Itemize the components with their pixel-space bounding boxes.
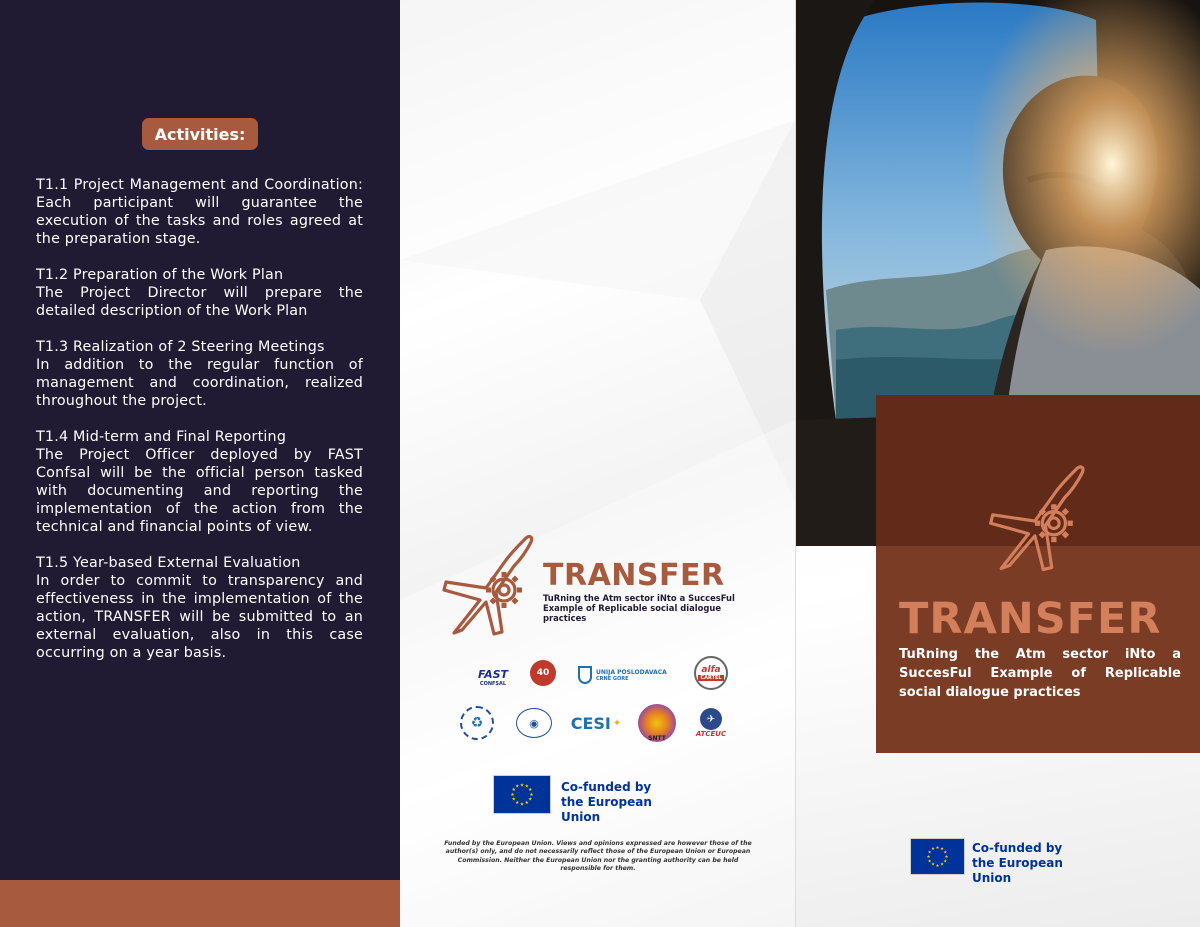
- front-cover-panel: [795, 0, 1200, 927]
- activity-title: T1.4 Mid-term and Final Reporting: [36, 429, 287, 445]
- eu-cofunded-label: Co-funded by the European Union: [972, 841, 1063, 885]
- svg-text:★: ★: [927, 859, 932, 865]
- partner-name: UNIJA POSLODAVACA: [596, 668, 667, 676]
- partner-logo-unija: [578, 664, 678, 686]
- svg-text:★: ★: [931, 847, 936, 853]
- brand-title: TRANSFER: [899, 594, 1162, 644]
- funding-disclaimer: Funded by the European Union. Views and opinions expressed are however those of the author(s) only, and do not necessarily reflect those of the European Union or European Commission. Neither the European Union nor the granting authority can be held responsible for them.: [444, 840, 752, 873]
- activities-list: [36, 176, 363, 680]
- svg-text:★: ★: [935, 845, 940, 851]
- partner-logo-40: [530, 660, 556, 686]
- activity-title: T1.2 Preparation of the Work Plan: [36, 267, 284, 283]
- activity-description: The Project Officer deployed by FAST Confsal will be the official person tasked with documenting and reporting the implementation of the action from the technical and financial points of view.: [36, 447, 363, 535]
- partner-name: alfa: [701, 665, 721, 675]
- svg-text:★: ★: [515, 801, 520, 807]
- svg-text:★: ★: [524, 801, 529, 807]
- svg-text:★: ★: [926, 854, 931, 860]
- svg-text:★: ★: [511, 797, 516, 803]
- activity-title: T1.3 Realization of 2 Steering Meetings: [36, 339, 325, 355]
- globe-icon: ◉: [529, 716, 539, 730]
- svg-text:★: ★: [511, 788, 516, 794]
- svg-text:★: ★: [931, 862, 936, 868]
- back-cover-panel: [400, 0, 795, 927]
- brand-tagline: TuRning the Atm sector iNto a SuccesFul Example of Replicable social dialogue practices: [899, 647, 1181, 700]
- svg-text:★: ★: [519, 802, 525, 808]
- partner-name: ATCEUC: [695, 730, 727, 738]
- partner-name: 40: [536, 668, 550, 678]
- activity-item: [36, 266, 363, 320]
- svg-text:★: ★: [528, 797, 533, 803]
- activity-item: [36, 428, 363, 536]
- brand-tagline: TuRning the Atm sector iNto a SuccesFul Example of Replicable social dialogue practices: [543, 593, 735, 623]
- partner-logo-alfa-cartel: [694, 656, 728, 690]
- airplane-gear-logo: [436, 530, 540, 642]
- stars-ring-icon: ✦: [612, 717, 622, 729]
- activities-heading-badge: Activities:: [142, 118, 258, 150]
- partner-name: CESI: [570, 713, 611, 733]
- svg-text:★: ★: [528, 788, 533, 794]
- activity-description: In addition to the regular function of management and coordination, realized throughout the project.: [36, 357, 363, 409]
- partner-logo-serbia-union: [460, 706, 494, 740]
- partner-logo-fast: [472, 662, 514, 692]
- activity-item: [36, 554, 363, 662]
- svg-text:★: ★: [515, 784, 520, 790]
- eu-cofunded-badge: [910, 838, 1063, 885]
- svg-text:★: ★: [935, 863, 940, 869]
- recycle-arrows-icon: ♻: [470, 715, 484, 731]
- svg-text:★: ★: [529, 792, 534, 798]
- partner-subname: CARTEL: [700, 675, 722, 681]
- brand-title: TRANSFER: [543, 558, 725, 593]
- eu-cofunded-badge: [493, 775, 652, 824]
- unija-mark-icon: [578, 666, 592, 684]
- partner-logo-atceuc: [686, 704, 736, 742]
- footer-accent-bar: [0, 880, 400, 927]
- svg-text:★: ★: [519, 783, 525, 789]
- partner-logos: [458, 654, 758, 754]
- activity-item: [36, 338, 363, 410]
- activity-item: [36, 176, 363, 248]
- activity-title: T1.5 Year-based External Evaluation: [36, 555, 301, 571]
- activity-title: T1.1 Project Management and Coordination: Each participant will guarantee the execution of the tasks and roles agreed at the preparation stage.: [36, 177, 363, 247]
- eu-cofunded-label: Co-funded by the European Union: [561, 780, 652, 824]
- partner-logo-cesi: [566, 708, 626, 738]
- partner-logo-sntt: [638, 704, 676, 742]
- eu-flag-icon: [910, 838, 965, 875]
- svg-text:★: ★: [927, 850, 932, 856]
- svg-text:★: ★: [943, 859, 948, 865]
- svg-text:★: ★: [510, 792, 515, 798]
- eu-flag-icon: [493, 775, 551, 814]
- activities-panel: [0, 0, 400, 927]
- svg-text:★: ★: [943, 850, 948, 856]
- svg-text:★: ★: [939, 862, 944, 868]
- activity-description: The Project Director will prepare the detailed description of the Work Plan: [36, 285, 363, 319]
- partner-subname: CRNE GORE: [596, 675, 629, 682]
- partner-name: FAST: [477, 667, 509, 681]
- svg-text:★: ★: [524, 784, 529, 790]
- plane-icon: ✈: [700, 708, 722, 730]
- activity-description: In order to commit to transparency and effectiveness in the implementation of the action, TRANSFER will be submitted to an external evaluation, also in this case occurring on a year basis.: [36, 573, 363, 661]
- partner-subname: CONFSAL: [479, 680, 507, 687]
- partner-logo-greek-union: [516, 708, 552, 738]
- svg-text:★: ★: [944, 854, 949, 860]
- svg-text:★: ★: [939, 847, 944, 853]
- airplane-gear-logo: [974, 460, 1100, 578]
- partner-name: SNTT: [648, 734, 666, 742]
